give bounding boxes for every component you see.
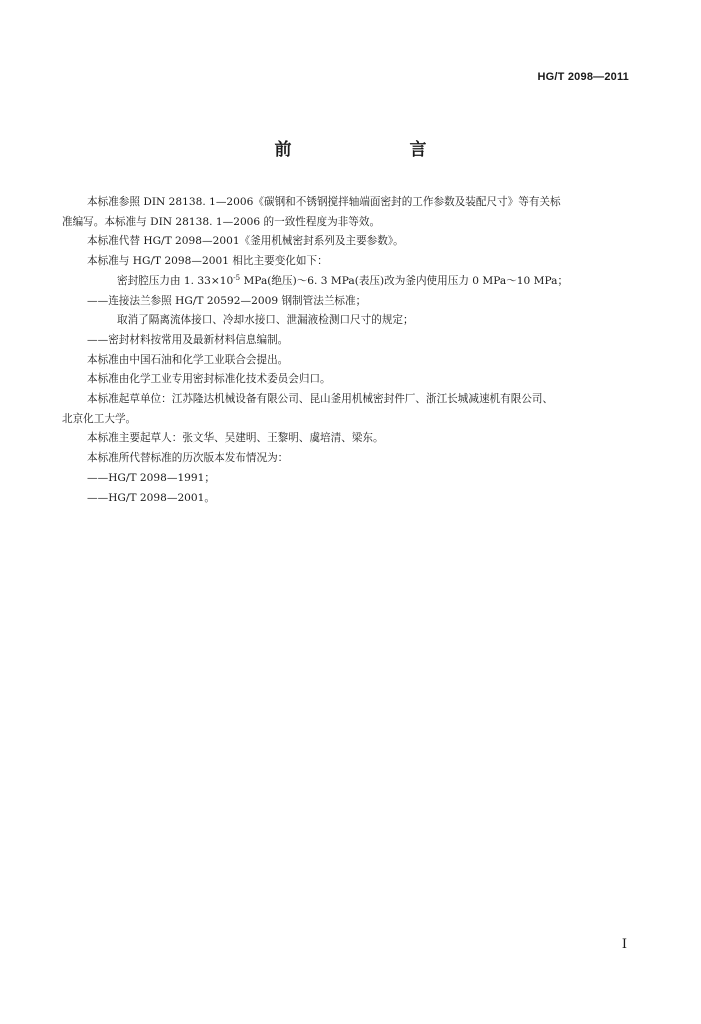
- pressure-text-post: MPa(绝压)～6. 3 MPa(表压)改为釜内使用压力 0 MPa～10 MPa；: [240, 274, 569, 287]
- paragraph-change-flange: ——连接法兰参照 HG/T 20592—2009 钢制管法兰标准；: [87, 294, 367, 307]
- paragraph-changes-intro: 本标准与 HG/T 2098—2001 相比主要变化如下：: [87, 255, 328, 268]
- paragraph-drafting-units-line1: 本标准起草单位：江苏隆达机械设备有限公司、昆山釜用机械密封件厂、浙江长城减速机有限公司、: [87, 393, 554, 406]
- paragraph-change-materials: ——密封材料按常用及最新材料信息编制。: [87, 333, 289, 346]
- foreword-body: [62, 193, 632, 508]
- paragraph-proposed-by: 本标准由中国石油和化学工业联合会提出。: [87, 353, 289, 366]
- paragraph-change-ports: 取消了隔离流体接口、冷却水接口、泄漏液检测口尺寸的规定；: [117, 314, 414, 327]
- paragraph-drafters: 本标准主要起草人：张文华、吴建明、王黎明、虞培清、梁东。: [87, 432, 384, 445]
- paragraph-history-intro: 本标准所代替标准的历次版本发布情况为：: [87, 452, 289, 465]
- pressure-exponent: -5: [233, 273, 241, 282]
- paragraph-reference-line1: 本标准参照 DIN 28138. 1—2006《碳钢和不锈钢搅拌轴端面密封的工作参数及装配尺寸》等有关标: [87, 196, 561, 208]
- paragraph-history-1991: ——HG/T 2098—1991；: [87, 471, 215, 484]
- paragraph-history-2001: ——HG/T 2098—2001。: [87, 491, 215, 504]
- paragraph-change-pressure: [62, 272, 632, 292]
- paragraph-reference-line2: 准编写。本标准与 DIN 28138. 1—2006 的一致性程度为非等效。: [62, 215, 381, 228]
- paragraph-replaces: 本标准代替 HG/T 2098—2001《釜用机械密封系列及主要参数》。: [87, 235, 404, 248]
- document-code: HG/T 2098—2011: [537, 71, 629, 83]
- page-number: I: [621, 937, 627, 952]
- paragraph-drafting-units-line2: 北京化工大学。: [62, 412, 137, 425]
- pressure-text-pre: 密封腔压力由 1. 33×10: [117, 274, 234, 287]
- page-title: 前 言: [274, 140, 455, 160]
- paragraph-centralized-by: 本标准由化学工业专用密封标准化技术委员会归口。: [87, 373, 331, 386]
